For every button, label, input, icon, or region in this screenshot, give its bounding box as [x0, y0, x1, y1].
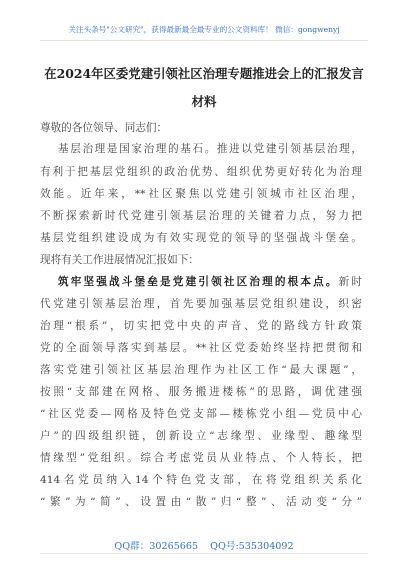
body-text: 新时 [338, 276, 363, 288]
footer-divider [40, 553, 368, 554]
body-line: 效能。近年来，**社区聚焦以党建引领城市社区治理， [40, 188, 362, 200]
promo-header: 关注头条号"公文研究"，获得最新最全最专业的公文资料库！ 微信：gongwenyj [68, 25, 340, 34]
contact-footer [0, 538, 408, 552]
body-line: 414名党员纳入14个特色党支部，在将党组织关系化 [40, 474, 362, 486]
body-line: 不断探索新时代党建引领基层治理的关键着力点，努力把 [40, 210, 362, 222]
body-line: 治理“根系”，切实把党中央的声音、党的路线方针政策 [40, 320, 362, 332]
document-title-continued: 材料 [191, 94, 217, 109]
header-divider [40, 40, 368, 41]
salutation: 尊敬的各位领导、同志们： [40, 122, 168, 134]
body-line: 基层党组织建设成为有效实现党的领导的坚强战斗堡垒。 [40, 232, 362, 244]
body-line: 情缘型”党组织。综合考虑党员从业特点、个人特长，把 [40, 452, 362, 464]
body-line: 现将有关工作进展情况汇报如下： [40, 254, 199, 266]
body-line: 有利于把基层党组织的政治优势、组织优势更好转化为治理 [40, 166, 362, 178]
body-line: 党的全面领导落实到基层。**社区党委始终坚持把贯彻和 [40, 342, 362, 354]
document-title: 在2024年区委党建引领社区治理专题推进会上的汇报发言 [44, 66, 364, 81]
body-line: 基层治理是国家治理的基石。推进以党建引领基层治理， [58, 143, 362, 155]
body-line: “社区党委—网格及特色党支部—楼栋党小组—党员中心 [40, 408, 362, 420]
body-line: 代党建引领基层治理，首先要加强基层党组织建设，织密 [40, 298, 362, 310]
section-heading-line [58, 275, 362, 289]
qq-number: QQ号:535304092 [210, 541, 294, 552]
body-line: “繁”为“简”、设置由“散”归“整”、活动变“分” [40, 496, 362, 508]
qq-group: QQ群：30265665 [114, 541, 199, 552]
body-line: 户”的四级组织链，创新设立“志缘型、业缘型、趣缘型 [40, 430, 362, 442]
body-line: 落实党建引领社区基层治理作为社区工作“最大课题”， [40, 364, 362, 376]
body-line: 按照“支部建在网格、服务搬进楼栋”的思路，调优建强 [40, 386, 362, 398]
section-heading: 筑牢坚强战斗堡垒是党建引领社区治理的根本点。 [58, 276, 339, 288]
